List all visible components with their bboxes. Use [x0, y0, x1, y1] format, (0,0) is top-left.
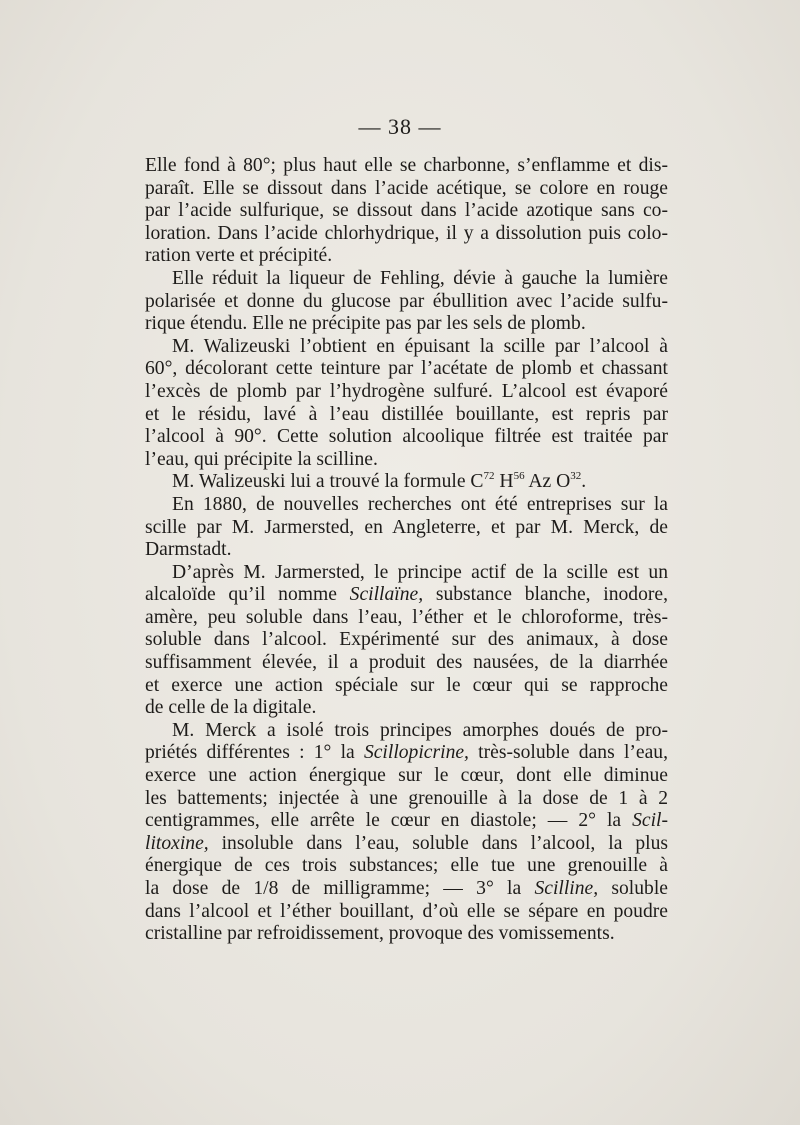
text-line: suffisamment élevée, il a produit des nausées, de la diarrhée	[145, 652, 668, 674]
text-line: exerce une action énergique sur le cœur, dont elle diminue	[145, 765, 668, 787]
text-line: loration. Dans l’acide chlorhydrique, il y a dissolution puis colo-	[145, 222, 668, 244]
text-line: M. Merck a isolé trois principes amorphes doués de pro-	[172, 719, 668, 741]
text-line: centigrammes, elle arrête le cœur en diastole; — 2° la Scil-	[145, 810, 668, 832]
text-line: rique étendu. Elle ne précipite pas par les sels de plomb.	[145, 313, 586, 335]
text-line: et le résidu, lavé à l’eau distillée bouillante, est repris par	[145, 403, 668, 425]
text-line: D’après M. Jarmersted, le principe actif de la scille est un	[172, 561, 668, 583]
paragraph-p1	[145, 155, 668, 268]
paragraph-p3	[145, 336, 668, 472]
text-line: l’excès de plomb par l’hydrogène sulfuré. L’alcool est évaporé	[145, 380, 668, 402]
text-line: 60°, décolorant cette teinture par l’acétate de plomb et chassant	[145, 358, 668, 380]
text-line: Darmstadt.	[145, 539, 232, 561]
text-line: litoxine, insoluble dans l’eau, soluble dans l’alcool, la plus	[145, 832, 668, 854]
text-line: de celle de la digitale.	[145, 697, 317, 719]
text-line: et exerce une action spéciale sur le cœur qui se rapproche	[145, 674, 668, 696]
text-line: dans l’alcool et l’éther bouillant, d’où elle se sépare en poudre	[145, 900, 668, 922]
text-line: amère, peu soluble dans l’eau, l’éther et le chloroforme, très-	[145, 606, 668, 628]
paragraph-p5	[145, 494, 668, 562]
text-line: cristalline par refroidissement, provoque des vomissements.	[145, 923, 615, 945]
text-line: l’eau, qui précipite la scilline.	[145, 448, 378, 470]
page-number: — 38 —	[358, 114, 442, 139]
text-line: priétés différentes : 1° la Scillopicrine, très-soluble dans l’eau,	[145, 742, 668, 764]
paragraph-p6	[145, 562, 668, 720]
text-line: paraît. Elle se dissout dans l’acide acétique, se colore en rouge	[145, 177, 668, 199]
text-line: Elle réduit la liqueur de Fehling, dévie à gauche la lumière	[172, 267, 668, 289]
text-line: scille par M. Jarmersted, en Angleterre, et par M. Merck, de	[145, 516, 668, 538]
body-text	[145, 155, 668, 946]
paragraph-p4	[145, 471, 668, 494]
paragraph-p7	[145, 720, 668, 946]
text-line: par l’acide sulfurique, se dissout dans l’acide azotique sans co-	[145, 200, 668, 222]
paragraph-p2	[145, 268, 668, 336]
text-line: M. Walizeuski l’obtient en épuisant la scille par l’alcool à	[172, 335, 668, 357]
text-line: la dose de 1/8 de milligramme; — 3° la Scilline, soluble	[145, 878, 668, 899]
text-line: polarisée et donne du glucose par ébullition avec l’acide sulfu-	[145, 290, 668, 312]
text-line: ration verte et précipité.	[145, 245, 333, 267]
text-line: M. Walizeuski lui a trouvé la formule $C^{72}$ $H^{56}$ Az $O^{32}$.	[172, 470, 587, 493]
text-line: les battements; injectée à une grenouille à la dose de 1 à 2	[145, 787, 668, 809]
text-line: énergique de ces trois substances; elle tue une grenouille à	[145, 855, 668, 877]
text-line: alcaloïde qu’il nomme Scillaïne, substance blanche, inodore,	[145, 584, 668, 606]
text-line: Elle fond à 80°; plus haut elle se charbonne, s’enflamme et dis-	[145, 155, 668, 176]
text-line: l’alcool à 90°. Cette solution alcoolique filtrée est traitée par	[145, 426, 668, 448]
text-line: soluble dans l’alcool. Expérimenté sur des animaux, à dose	[145, 629, 668, 651]
text-line: En 1880, de nouvelles recherches ont été entreprises sur la	[172, 493, 668, 515]
